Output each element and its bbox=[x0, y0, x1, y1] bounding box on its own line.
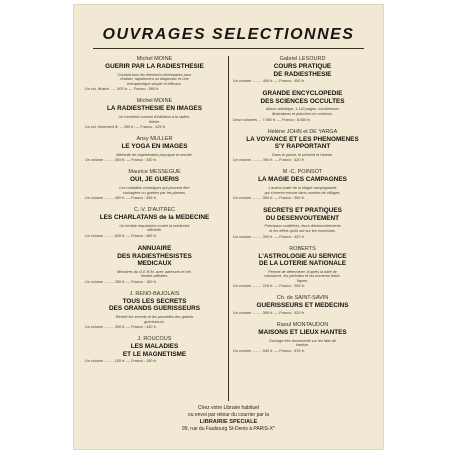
book-entry bbox=[233, 322, 372, 354]
book-entry bbox=[85, 136, 224, 163]
book-entry bbox=[85, 291, 224, 330]
page-title: OUVRAGES SELECTIONNES bbox=[102, 26, 355, 43]
book-description: Dans le passé, le présent et l'avenir. bbox=[272, 152, 333, 157]
book-author: Ansy MULLER bbox=[136, 136, 173, 143]
column-divider bbox=[228, 56, 229, 401]
book-entry bbox=[233, 295, 372, 316]
book-title: GUERISSEURS ET MEDECINS bbox=[256, 302, 349, 310]
book-price: Un volume ......... 225 fr. — Franco : 255 fr. bbox=[233, 284, 305, 289]
book-title: LA VOYANCE ET LES PHENOMENES S'Y RAPPORTANT bbox=[246, 135, 359, 151]
book-price: Un volume ......... 390 fr. — Franco : 430 fr. bbox=[85, 325, 157, 330]
book-description: Permet de déterminer, d'après la date de naissance, les périodes et les numéros béné- fiques. bbox=[264, 269, 341, 283]
book-description: Un terrible réquisitoire contre la médecine officielle. bbox=[119, 223, 190, 233]
book-author: J. RENO-BAJOLAIS bbox=[129, 290, 180, 297]
book-price: Un volume ......... 390 fr. — Franco : 420 fr. bbox=[233, 158, 305, 163]
book-price: Un volume ......... 490 fr. — Franco : 450 fr. bbox=[233, 79, 305, 84]
shop-address: 99, rue du Faubourg St-Denis à PARIS-X° bbox=[181, 426, 276, 432]
book-description: Ouvrage très documenté sur les faits de hantise. bbox=[268, 338, 337, 348]
book-price: Un vol. fortement ill. ... 390 fr. — Franco : 425 fr. bbox=[85, 125, 166, 130]
book-price: Un volume ......... 390 fr. — Franco : 420 fr. bbox=[233, 234, 305, 239]
book-title: COURS PRATIQUE DE RADIESTHESIE bbox=[273, 63, 332, 78]
book-entry bbox=[85, 169, 224, 201]
book-author: Hélène JOHN et DE YARGA bbox=[267, 128, 338, 135]
book-entry bbox=[233, 56, 372, 84]
book-description: Conduit tous les éléments nécessaires pour réaliser, rapidement un diagnostic et une thérapeutique simple et efficace. bbox=[117, 72, 192, 86]
left-column bbox=[85, 56, 224, 370]
book-entry bbox=[233, 207, 372, 239]
book-title: OUI, JE GUERIS bbox=[129, 176, 179, 184]
book-price: Un volume ......... 600 fr. — Franco : 665 fr. bbox=[85, 233, 157, 238]
book-description: L'auteur traite de la Magie campagnarde qui s'exerce encore dans nombre de villages. bbox=[264, 185, 341, 195]
book-author: J. ROUCOUS bbox=[137, 336, 172, 343]
book-title: LA MAGIE DES CAMPAGNES bbox=[258, 176, 347, 184]
book-entry bbox=[233, 169, 372, 201]
book-entry bbox=[85, 245, 224, 285]
book-price: Un volume ......... 450 fr. — Franco : 495 fr. bbox=[85, 196, 157, 201]
book-entry bbox=[85, 336, 224, 364]
book-title: LA RADIESTHESIE EN IMAGES bbox=[107, 105, 202, 113]
book-title: LE YOGA EN IMAGES bbox=[121, 143, 188, 151]
book-title: GUERIR PAR LA RADIESTHESIE bbox=[105, 63, 204, 70]
book-author: Gabriel LESOURD bbox=[279, 56, 326, 62]
book-author: Michel MOINE bbox=[136, 98, 173, 105]
book-description: Les maladies chroniques qui peuvent être soulagées ou guéries par les plantes. bbox=[119, 185, 190, 195]
book-description: Révèle les secrets et les procédés des grands guérisseurs. bbox=[115, 315, 194, 324]
shop-name: LIBRAIRIE SPECIALE bbox=[199, 419, 258, 425]
book-title: LES MALADIES ET LE MAGNETISME bbox=[122, 343, 187, 358]
book-description: Principaux maléfices, leurs désenvoûtements et les effets qu'ils ont sur les exorcistes. bbox=[264, 224, 341, 233]
catalog-page bbox=[73, 4, 384, 450]
right-column bbox=[233, 56, 372, 360]
book-price: Un volume ......... 250 fr. — Franco : 150 fr. bbox=[85, 279, 157, 284]
book-title: LES CHARLATANS de la MEDECINE bbox=[99, 214, 210, 222]
book-price: Deux volumes ... 7.950 fr. — Franco : 8.050 fr. bbox=[233, 117, 311, 122]
book-title: MAISONS ET LIEUX HANTES bbox=[258, 329, 347, 337]
book-price: Un volume ......... 105 fr. — Franco : 150 fr. bbox=[85, 359, 157, 364]
book-title: SECRETS ET PRATIQUES DU DESENVOUTEMENT bbox=[263, 207, 342, 222]
footer-line: ou envoi par retour du courrier par la bbox=[187, 412, 270, 418]
book-entry bbox=[85, 207, 224, 239]
order-footer bbox=[73, 405, 384, 433]
book-price: Un volume ......... 300 fr. — Franco : 330 fr. bbox=[85, 158, 157, 163]
book-title: ANNUAIRE DES RADIESTHESISTES MEDICAUX bbox=[117, 244, 192, 268]
book-entry bbox=[233, 129, 372, 164]
book-entry bbox=[233, 90, 372, 122]
book-price: Un volume ......... 540 fr. — Franco : 575 fr. bbox=[233, 348, 305, 353]
book-description: Album artistique, 1.140 pages, nombreuses illustrations et planches en couleurs. bbox=[265, 107, 340, 116]
book-author: ROBERTS bbox=[289, 245, 316, 252]
book-title: TOUS LES SECRETS DES GRANDS GUERISSEURS bbox=[109, 297, 200, 313]
book-entry bbox=[233, 246, 372, 290]
book-title: GRANDE ENCYCLOPEDIE DES SCIENCES OCCULTES bbox=[260, 90, 345, 105]
book-entry bbox=[85, 98, 224, 130]
book-title: L'ASTROLOGIE AU SERVICE DE LA LOTERIE NATIONALE bbox=[258, 252, 347, 268]
book-description: Méthode de régénération physique et morale. bbox=[116, 152, 193, 157]
book-author: C.-V. D'AUTREC bbox=[133, 207, 176, 214]
title-rule bbox=[93, 48, 364, 49]
book-entry bbox=[85, 56, 224, 92]
book-description: Membres du G.E.R.M. avec adresses et mé- thodes utilisées. bbox=[116, 269, 193, 279]
book-author: Michel MOINE bbox=[136, 56, 173, 62]
book-price: Un vol. illustré ...... 500 fr. — Franco : 560 fr. bbox=[85, 87, 160, 92]
book-author: Raoul MONTAUDON bbox=[276, 322, 329, 329]
book-author: M.-C. POINSOT bbox=[282, 169, 323, 176]
book-price: Un volume ......... 390 fr. — Franco : 420 fr. bbox=[233, 311, 305, 316]
book-author: Maurice MESSEGUE bbox=[128, 169, 181, 176]
book-price: Un volume ......... 360 fr. — Franco : 390 fr. bbox=[233, 196, 305, 201]
book-author: Ch. de SAINT-SAVIN bbox=[276, 295, 329, 302]
footer-line: Chez votre Libraire habituel bbox=[197, 405, 260, 411]
book-description: Un excellent manuel d'initiation à la radies- thésie. bbox=[118, 114, 191, 124]
